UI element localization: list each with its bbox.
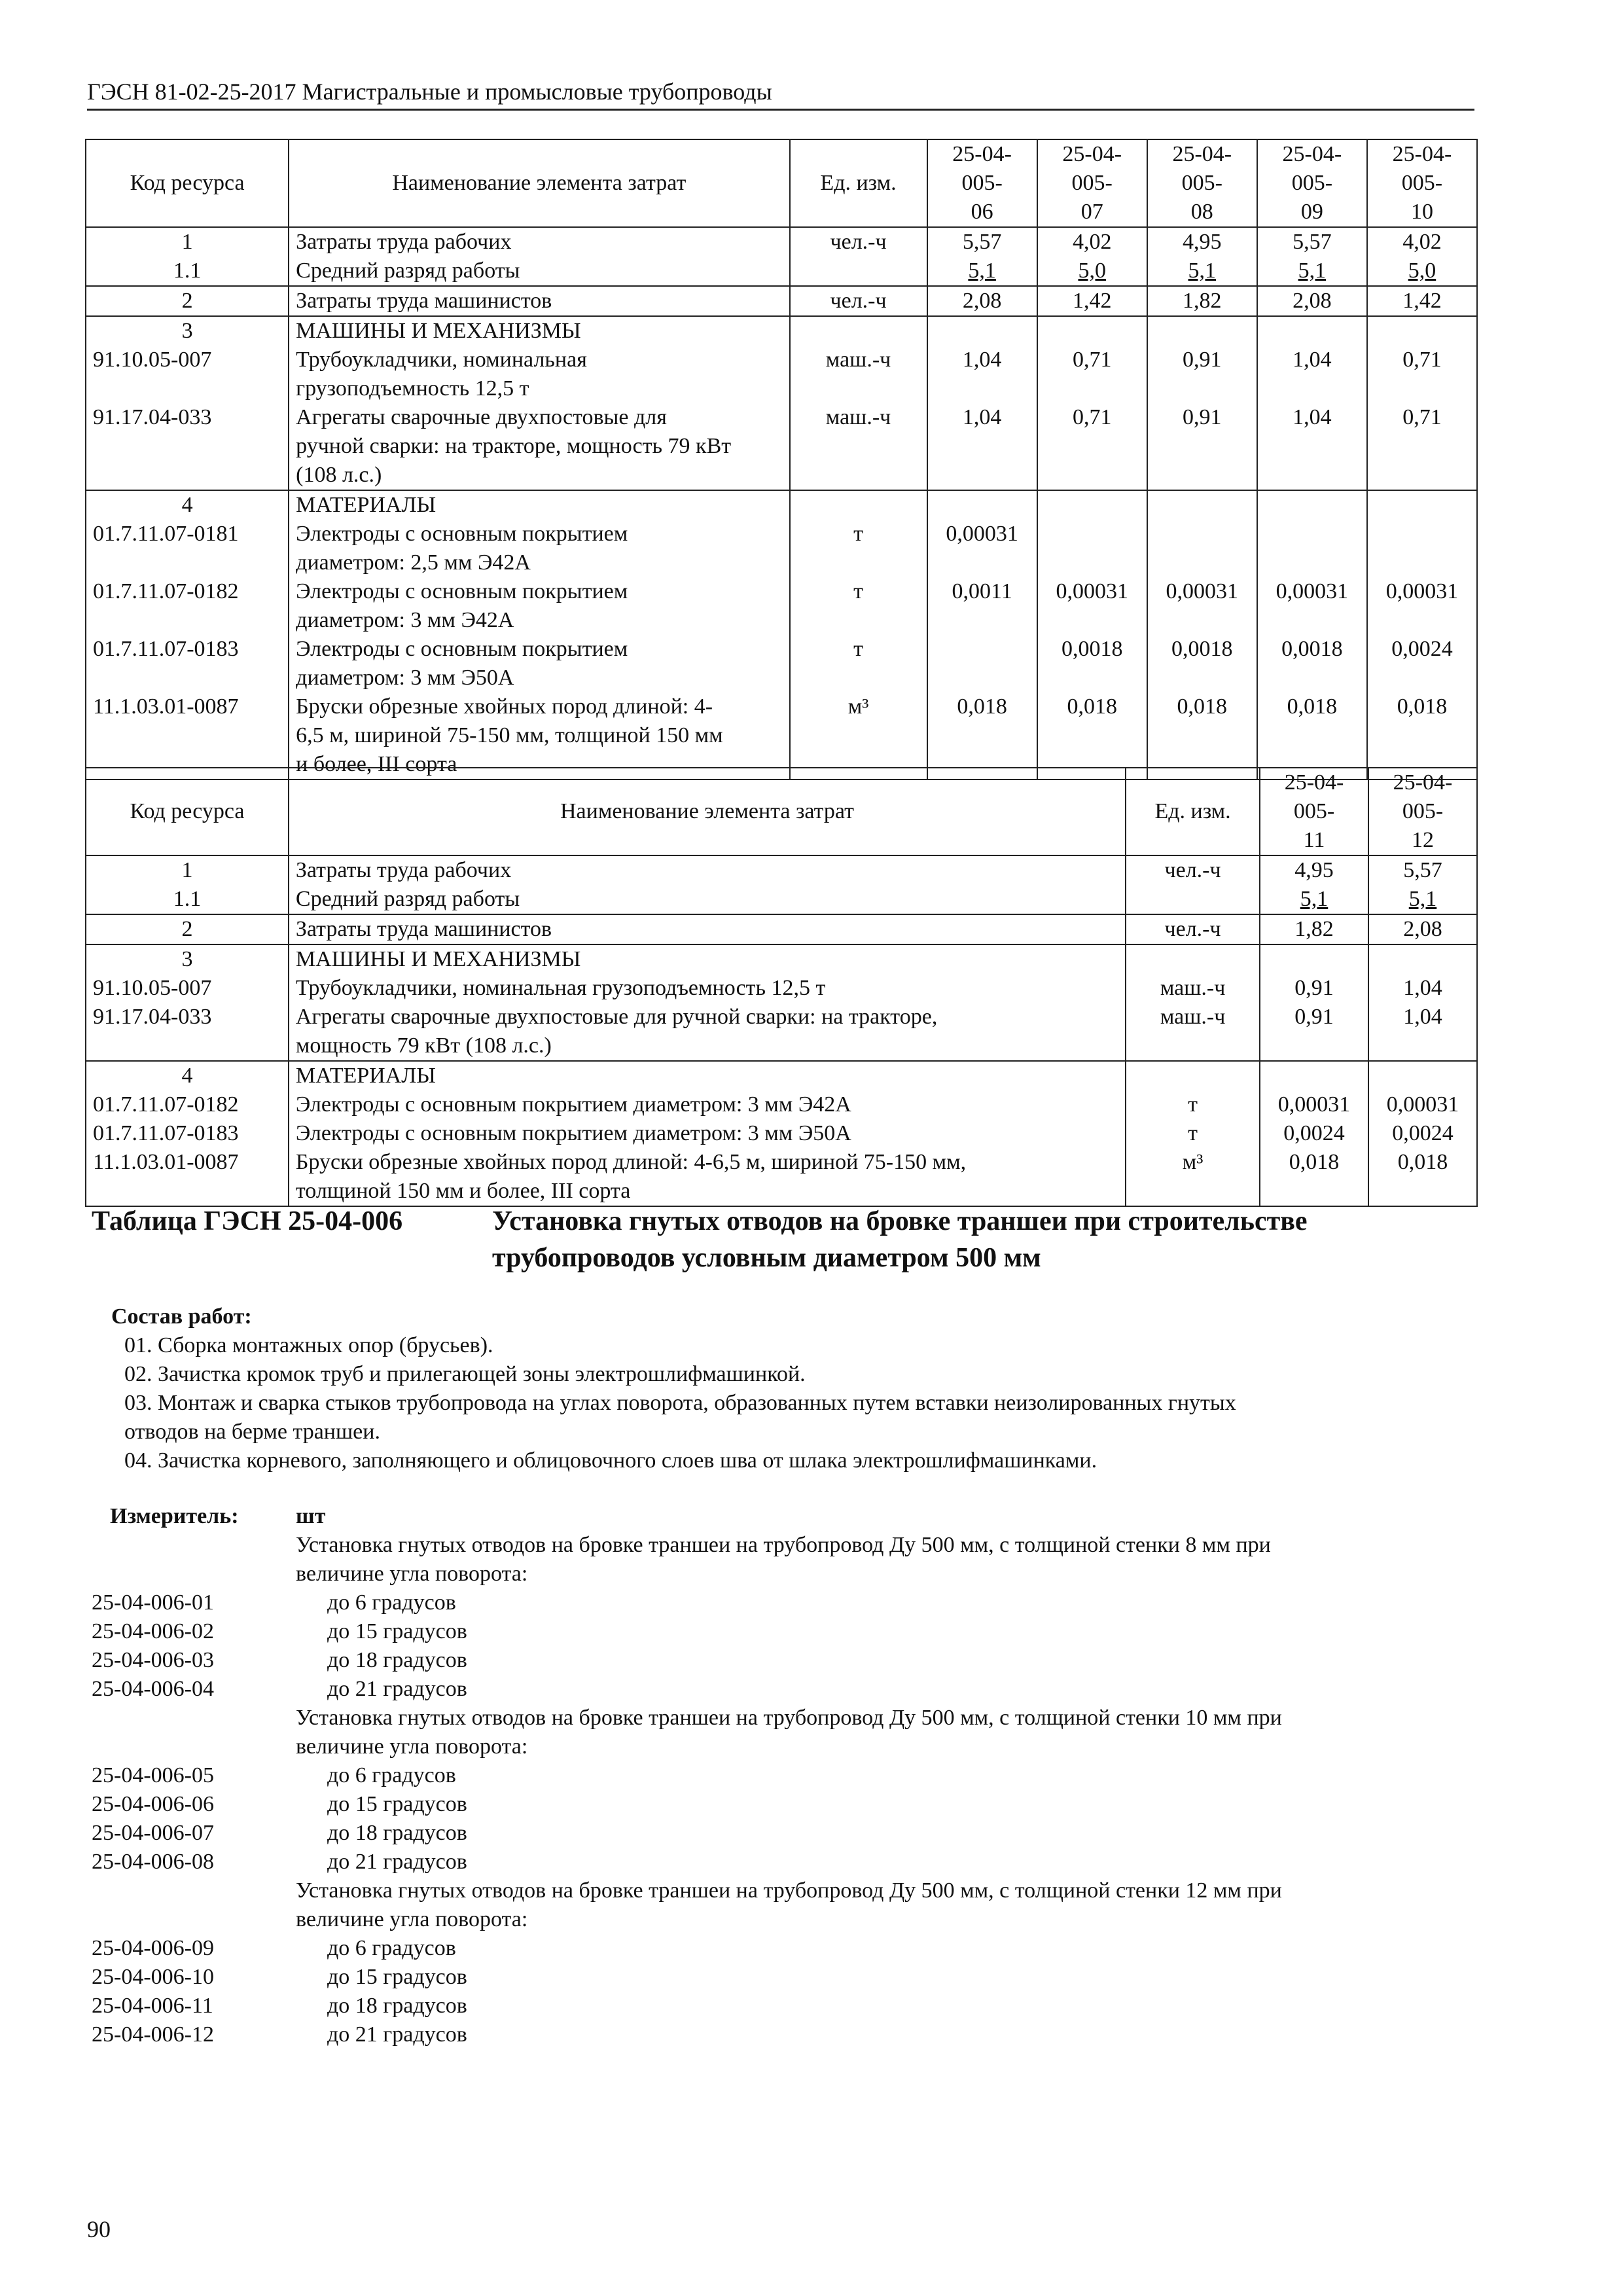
column-header [927,139,1037,227]
name-line: Агрегаты сварочные двухпостовые для ручной сварки: на тракторе, [295,1005,938,1029]
norm-code: 25-04-006-08 [92,1850,214,1874]
column-header [1260,768,1368,855]
table-row [86,635,1477,692]
table-row [86,1003,1477,1061]
name-line: Электроды с основным покрытием диаметром: 3 мм Э42А [295,1092,851,1117]
name-line: Электроды с основным покрытием [296,637,628,661]
name-line: Электроды с основным покрытием [296,522,628,546]
value-cell: 0,0018 [1257,635,1367,692]
resource-name [289,1061,1126,1090]
column-header: Наименование элемента затрат [289,139,789,227]
norm-text: до 21 градусов [327,1677,467,1701]
resource-code: 1.1 [86,257,289,286]
value-cell [927,635,1037,692]
resource-name [289,974,1126,1003]
name-line: мощность 79 кВт (108 л.с.) [295,1033,552,1058]
name-line: Бруски обрезные хвойных пород длиной: 4-6,5 м, шириной 75-150 мм, [295,1150,967,1174]
resource-code: 91.17.04-033 [86,403,289,490]
value-cell: 0,71 [1367,346,1477,403]
measure-item-row [92,1790,1466,1819]
value-cell [1257,316,1367,346]
value-cell: 4,02 [1037,227,1147,257]
resource-name [289,346,789,403]
resource-name [289,316,789,346]
value-cell: 1,04 [1257,346,1367,403]
page-header: ГЭСН 81-02-25-2017 Магистральные и промысловые трубопроводы [87,77,1474,111]
resource-name [289,855,1126,885]
value-cell: 0,00031 [1367,577,1477,635]
name-line: Агрегаты сварочные двухпостовые для [296,405,667,429]
resource-code: 01.7.11.07-0183 [86,1119,289,1148]
resource-code: 01.7.11.07-0181 [86,520,289,577]
table-row [86,316,1477,346]
resource-name [289,1148,1126,1206]
unit-cell [1126,1061,1260,1090]
value-cell [1147,316,1257,346]
resource-code: 91.10.05-007 [86,346,289,403]
measure-section [92,1502,1466,2049]
name-line: Средний разряд работы [296,259,520,283]
value-cell: 0,018 [1037,692,1147,780]
column-header [1257,139,1367,227]
norm-code: 25-04-006-06 [92,1792,214,1816]
value-cell: 1,04 [1368,974,1477,1003]
column-header-part: 25-04-005- [1392,142,1452,195]
table-row [86,286,1477,316]
column-header-part: 25-04-005- [1282,142,1342,195]
column-header-part: 25-04-005- [1172,142,1232,195]
resource-name [289,1003,1126,1061]
table-row [86,490,1477,520]
norm-text: до 15 градусов [327,1965,467,1989]
unit-cell: чел.-ч [790,286,927,316]
value-cell: 5,1 [1147,257,1257,286]
works-item: 04. Зачистка корневого, заполняющего и облицовочного слоев шва от шлака электрошлифмашинками. [124,1448,1097,1473]
resource-name [289,403,789,490]
column-header-part: 09 [1300,200,1323,224]
value-cell [1257,490,1367,520]
value-cell: 0,018 [1257,692,1367,780]
norm-code: 25-04-006-11 [92,1994,213,2018]
value-cell: 5,0 [1367,257,1477,286]
resource-code: 11.1.03.01-0087 [86,692,289,780]
table-row [86,855,1477,885]
column-header: Ед. изм. [1126,768,1260,855]
value-cell: 0,018 [1368,1148,1477,1206]
value-cell: 0,71 [1037,403,1147,490]
norm-text: до 21 градусов [327,1850,467,1874]
value-cell: 2,08 [1368,914,1477,944]
name-line: Трубоукладчики, номинальная [296,348,587,372]
unit-cell: чел.-ч [1126,914,1260,944]
measure-desc: Установка гнутых отводов на бровке траншеи на трубопровод Ду 500 мм, с толщиной стенки 10 мм при [296,1706,1282,1730]
value-cell: 0,0024 [1367,635,1477,692]
value-cell: 0,018 [1367,692,1477,780]
measure-item-row [92,1819,1466,1848]
measure-desc-row [92,1732,1466,1761]
value-cell: 1,04 [927,403,1037,490]
value-cell: 0,0011 [927,577,1037,635]
works-item: 02. Зачистка кромок труб и прилегающей зоны электрошлифмашинкой. [124,1362,806,1386]
name-line: Средний разряд работы [295,887,520,911]
column-header [1368,768,1477,855]
measure-desc: величине угла поворота: [296,1734,528,1759]
resource-code: 01.7.11.07-0183 [86,635,289,692]
norm-code: 25-04-006-09 [92,1936,214,1960]
value-cell: 2,08 [1257,286,1367,316]
resource-name [289,520,789,577]
column-header-part: 06 [971,200,993,224]
name-line: Затраты труда рабочих [296,230,512,254]
table-row [86,885,1477,914]
norm-text: до 18 градусов [327,1821,467,1845]
value-cell: 2,08 [927,286,1037,316]
value-cell: 0,018 [927,692,1037,780]
measure-item-row [92,1675,1466,1704]
value-cell [1037,520,1147,577]
name-line: МАШИНЫ И МЕХАНИЗМЫ [295,947,581,971]
table-row [86,227,1477,257]
value-cell [1147,520,1257,577]
name-line: Трубоукладчики, номинальная грузоподъемность 12,5 т [295,976,826,1000]
column-header-part: 25-04-005- [1284,770,1344,823]
norm-code: 25-04-006-12 [92,2022,214,2047]
value-cell: 5,57 [1368,855,1477,885]
table-row [86,346,1477,403]
name-line: МАШИНЫ И МЕХАНИЗМЫ [296,319,581,343]
value-cell [1257,520,1367,577]
unit-cell: м³ [1126,1148,1260,1206]
value-cell: 0,91 [1147,346,1257,403]
norm-text: до 18 градусов [327,1994,467,2018]
works-list [111,1331,1420,1475]
value-cell: 1,42 [1367,286,1477,316]
unit-cell: т [1126,1119,1260,1148]
name-line: ручной сварки: на тракторе, мощность 79 кВт [296,434,732,458]
measure-desc: Установка гнутых отводов на бровке траншеи на трубопровод Ду 500 мм, с толщиной стенки 8 мм при [296,1533,1271,1557]
resource-code: 1 [86,227,289,257]
value-cell [1147,490,1257,520]
value-cell: 4,95 [1147,227,1257,257]
resource-code: 2 [86,914,289,944]
norm-text: до 6 градусов [327,1590,456,1615]
measure-desc-row [92,1905,1466,1934]
table-row [86,914,1477,944]
measure-item-row [92,1646,1466,1675]
norm-text: до 21 градусов [327,2022,467,2047]
resource-name [289,577,789,635]
table-title-text: Установка гнутых отводов на бровке траншеи при строительстве трубопроводов условным диаметром 500 мм [492,1206,1308,1273]
resource-name [289,885,1126,914]
value-cell: 5,1 [1368,885,1477,914]
value-cell [1367,316,1477,346]
name-line: МАТЕРИАЛЫ [295,1064,436,1088]
measure-desc-row [92,1560,1466,1588]
resource-code: 91.17.04-033 [86,1003,289,1061]
name-line: Затраты труда рабочих [295,858,512,882]
value-cell: 4,02 [1367,227,1477,257]
unit-cell [1126,944,1260,974]
unit-cell [790,257,927,286]
table-row [86,257,1477,286]
norm-text: до 18 градусов [327,1648,467,1672]
unit-cell: маш.-ч [1126,974,1260,1003]
measure-desc-row [92,1704,1466,1732]
name-line: грузоподъемность 12,5 т [296,376,529,401]
works-section [111,1302,1420,1475]
table-header-row [86,139,1477,227]
table-row [86,520,1477,577]
value-cell [1260,944,1368,974]
table-row [86,1119,1477,1148]
table-row [86,1090,1477,1119]
measure-item-row [92,1617,1466,1646]
table-header-row [86,768,1477,855]
table-row [86,944,1477,974]
unit-cell [790,490,927,520]
resource-name [289,944,1126,974]
value-cell [1367,520,1477,577]
measure-item-row [92,1848,1466,1876]
norm-code: 25-04-006-10 [92,1965,214,1989]
column-header-part: 25-04-005- [952,142,1012,195]
value-cell: 0,91 [1147,403,1257,490]
value-cell: 0,00031 [1257,577,1367,635]
measure-label: Измеритель: [110,1504,239,1528]
column-header: Код ресурса [86,768,289,855]
value-cell: 5,1 [1260,885,1368,914]
norm-code: 25-04-006-04 [92,1677,214,1701]
resource-code: 2 [86,286,289,316]
unit-cell: маш.-ч [1126,1003,1260,1061]
norm-code: 25-04-006-02 [92,1619,214,1643]
name-line: 6,5 м, шириной 75-150 мм, толщиной 150 мм [296,723,723,747]
value-cell [1260,1061,1368,1090]
measure-desc: величине угла поворота: [296,1562,528,1586]
norm-text: до 15 градусов [327,1792,467,1816]
name-line: диаметром: 3 мм Э42А [296,608,514,632]
value-cell [1037,490,1147,520]
resource-code: 01.7.11.07-0182 [86,1090,289,1119]
value-cell: 0,0024 [1368,1119,1477,1148]
unit-cell: чел.-ч [790,227,927,257]
value-cell [927,316,1037,346]
column-header-part: 11 [1303,828,1325,852]
works-item: отводов на берме траншеи. [124,1420,380,1444]
measure-item-row [92,2020,1466,2049]
value-cell: 0,91 [1260,1003,1368,1061]
column-header-part: 12 [1412,828,1434,852]
value-cell: 0,0018 [1037,635,1147,692]
name-line: Электроды с основным покрытием [296,579,628,603]
value-cell: 1,04 [1257,403,1367,490]
resource-code: 1.1 [86,885,289,914]
value-cell: 0,71 [1367,403,1477,490]
name-line: Электроды с основным покрытием диаметром: 3 мм Э50А [295,1121,851,1145]
table-title-label: Таблица ГЭСН 25-04-006 [92,1206,403,1236]
column-header: Наименование элемента затрат [289,768,1126,855]
resource-code: 91.10.05-007 [86,974,289,1003]
value-cell: 0,018 [1260,1148,1368,1206]
value-cell: 0,00031 [1147,577,1257,635]
value-cell: 0,0024 [1260,1119,1368,1148]
name-line: Затраты труда машинистов [295,917,552,941]
page-number: 90 [87,2216,111,2242]
unit-cell: т [790,520,927,577]
resource-code: 3 [86,316,289,346]
table-row [86,974,1477,1003]
name-line: толщиной 150 мм и более, III сорта [295,1179,631,1203]
value-cell: 5,1 [927,257,1037,286]
value-cell [1368,944,1477,974]
unit-cell: т [790,577,927,635]
norm-text: до 6 градусов [327,1936,456,1960]
unit-cell: т [1126,1090,1260,1119]
resource-code: 11.1.03.01-0087 [86,1148,289,1206]
value-cell [1037,316,1147,346]
value-cell: 5,57 [1257,227,1367,257]
value-cell: 1,04 [1368,1003,1477,1061]
unit-cell: м³ [790,692,927,780]
table-row [86,1061,1477,1090]
value-cell: 0,91 [1260,974,1368,1003]
resource-name [289,1119,1126,1148]
value-cell: 1,42 [1037,286,1147,316]
measure-unit: шт [296,1504,326,1528]
table-row [86,403,1477,490]
resource-table-005-06-10 [85,139,1478,780]
value-cell [1368,1061,1477,1090]
works-item: 01. Сборка монтажных опор (брусьев). [124,1333,493,1357]
column-header-part: 25-04-005- [1393,770,1453,823]
name-line: Затраты труда машинистов [296,289,552,313]
name-line: диаметром: 2,5 мм Э42А [296,550,531,575]
table-row [86,1148,1477,1206]
value-cell: 1,82 [1147,286,1257,316]
resource-name [289,1090,1126,1119]
value-cell: 0,0018 [1147,635,1257,692]
name-line: МАТЕРИАЛЫ [296,493,437,517]
resource-name [289,286,789,316]
column-header-part: 08 [1190,200,1213,224]
column-header [1147,139,1257,227]
column-header: Код ресурса [86,139,289,227]
column-header: Ед. изм. [790,139,927,227]
measure-desc-row [92,1531,1466,1560]
value-cell: 4,95 [1260,855,1368,885]
measure-item-row [92,1992,1466,2020]
value-cell [1367,490,1477,520]
resource-name [289,635,789,692]
name-line: и более, III сорта [296,752,457,776]
measure-unit-row [92,1502,1466,1531]
unit-cell: маш.-ч [790,403,927,490]
resource-name [289,227,789,257]
resource-table-005-11-12 [85,767,1478,1207]
value-cell: 0,00031 [1368,1090,1477,1119]
resource-code: 1 [86,855,289,885]
norm-code: 25-04-006-07 [92,1821,214,1845]
value-cell: 0,018 [1147,692,1257,780]
column-header-part: 10 [1410,200,1433,224]
name-line: диаметром: 3 мм Э50А [296,666,514,690]
measure-item-row [92,1934,1466,1963]
measure-item-row [92,1963,1466,1992]
unit-cell: т [790,635,927,692]
resource-name [289,490,789,520]
measure-desc: величине угла поворота: [296,1907,528,1931]
name-line: (108 л.с.) [296,463,382,487]
column-header [1367,139,1477,227]
unit-cell: маш.-ч [790,346,927,403]
value-cell: 0,00031 [927,520,1037,577]
column-header-part: 07 [1080,200,1103,224]
measure-desc: Установка гнутых отводов на бровке траншеи на трубопровод Ду 500 мм, с толщиной стенки 12 мм при [296,1878,1282,1903]
norm-text: до 15 градусов [327,1619,467,1643]
value-cell: 5,0 [1037,257,1147,286]
measure-desc-row [92,1876,1466,1905]
value-cell: 1,82 [1260,914,1368,944]
unit-cell [1126,885,1260,914]
resource-name [289,257,789,286]
table-row [86,577,1477,635]
value-cell: 5,57 [927,227,1037,257]
value-cell: 1,04 [927,346,1037,403]
works-heading: Состав работ: [111,1304,252,1329]
norm-text: до 6 градусов [327,1763,456,1787]
column-header [1037,139,1147,227]
resource-code: 01.7.11.07-0182 [86,577,289,635]
name-line: Бруски обрезные хвойных пород длиной: 4- [296,694,713,719]
value-cell: 0,71 [1037,346,1147,403]
works-item: 03. Монтаж и сварка стыков трубопровода на углах поворота, образованных путем вставки неизолированных гнутых [124,1391,1236,1415]
measure-item-row [92,1761,1466,1790]
value-cell [927,490,1037,520]
resource-code: 3 [86,944,289,974]
unit-cell: чел.-ч [1126,855,1260,885]
measure-item-row [92,1588,1466,1617]
resource-code: 4 [86,1061,289,1090]
unit-cell [790,316,927,346]
value-cell: 0,00031 [1260,1090,1368,1119]
norm-code: 25-04-006-01 [92,1590,214,1615]
value-cell: 5,1 [1257,257,1367,286]
norm-code: 25-04-006-03 [92,1648,214,1672]
resource-code: 4 [86,490,289,520]
resource-name [289,914,1126,944]
column-header-part: 25-04-005- [1062,142,1122,195]
value-cell: 0,00031 [1037,577,1147,635]
norm-code: 25-04-006-05 [92,1763,214,1787]
